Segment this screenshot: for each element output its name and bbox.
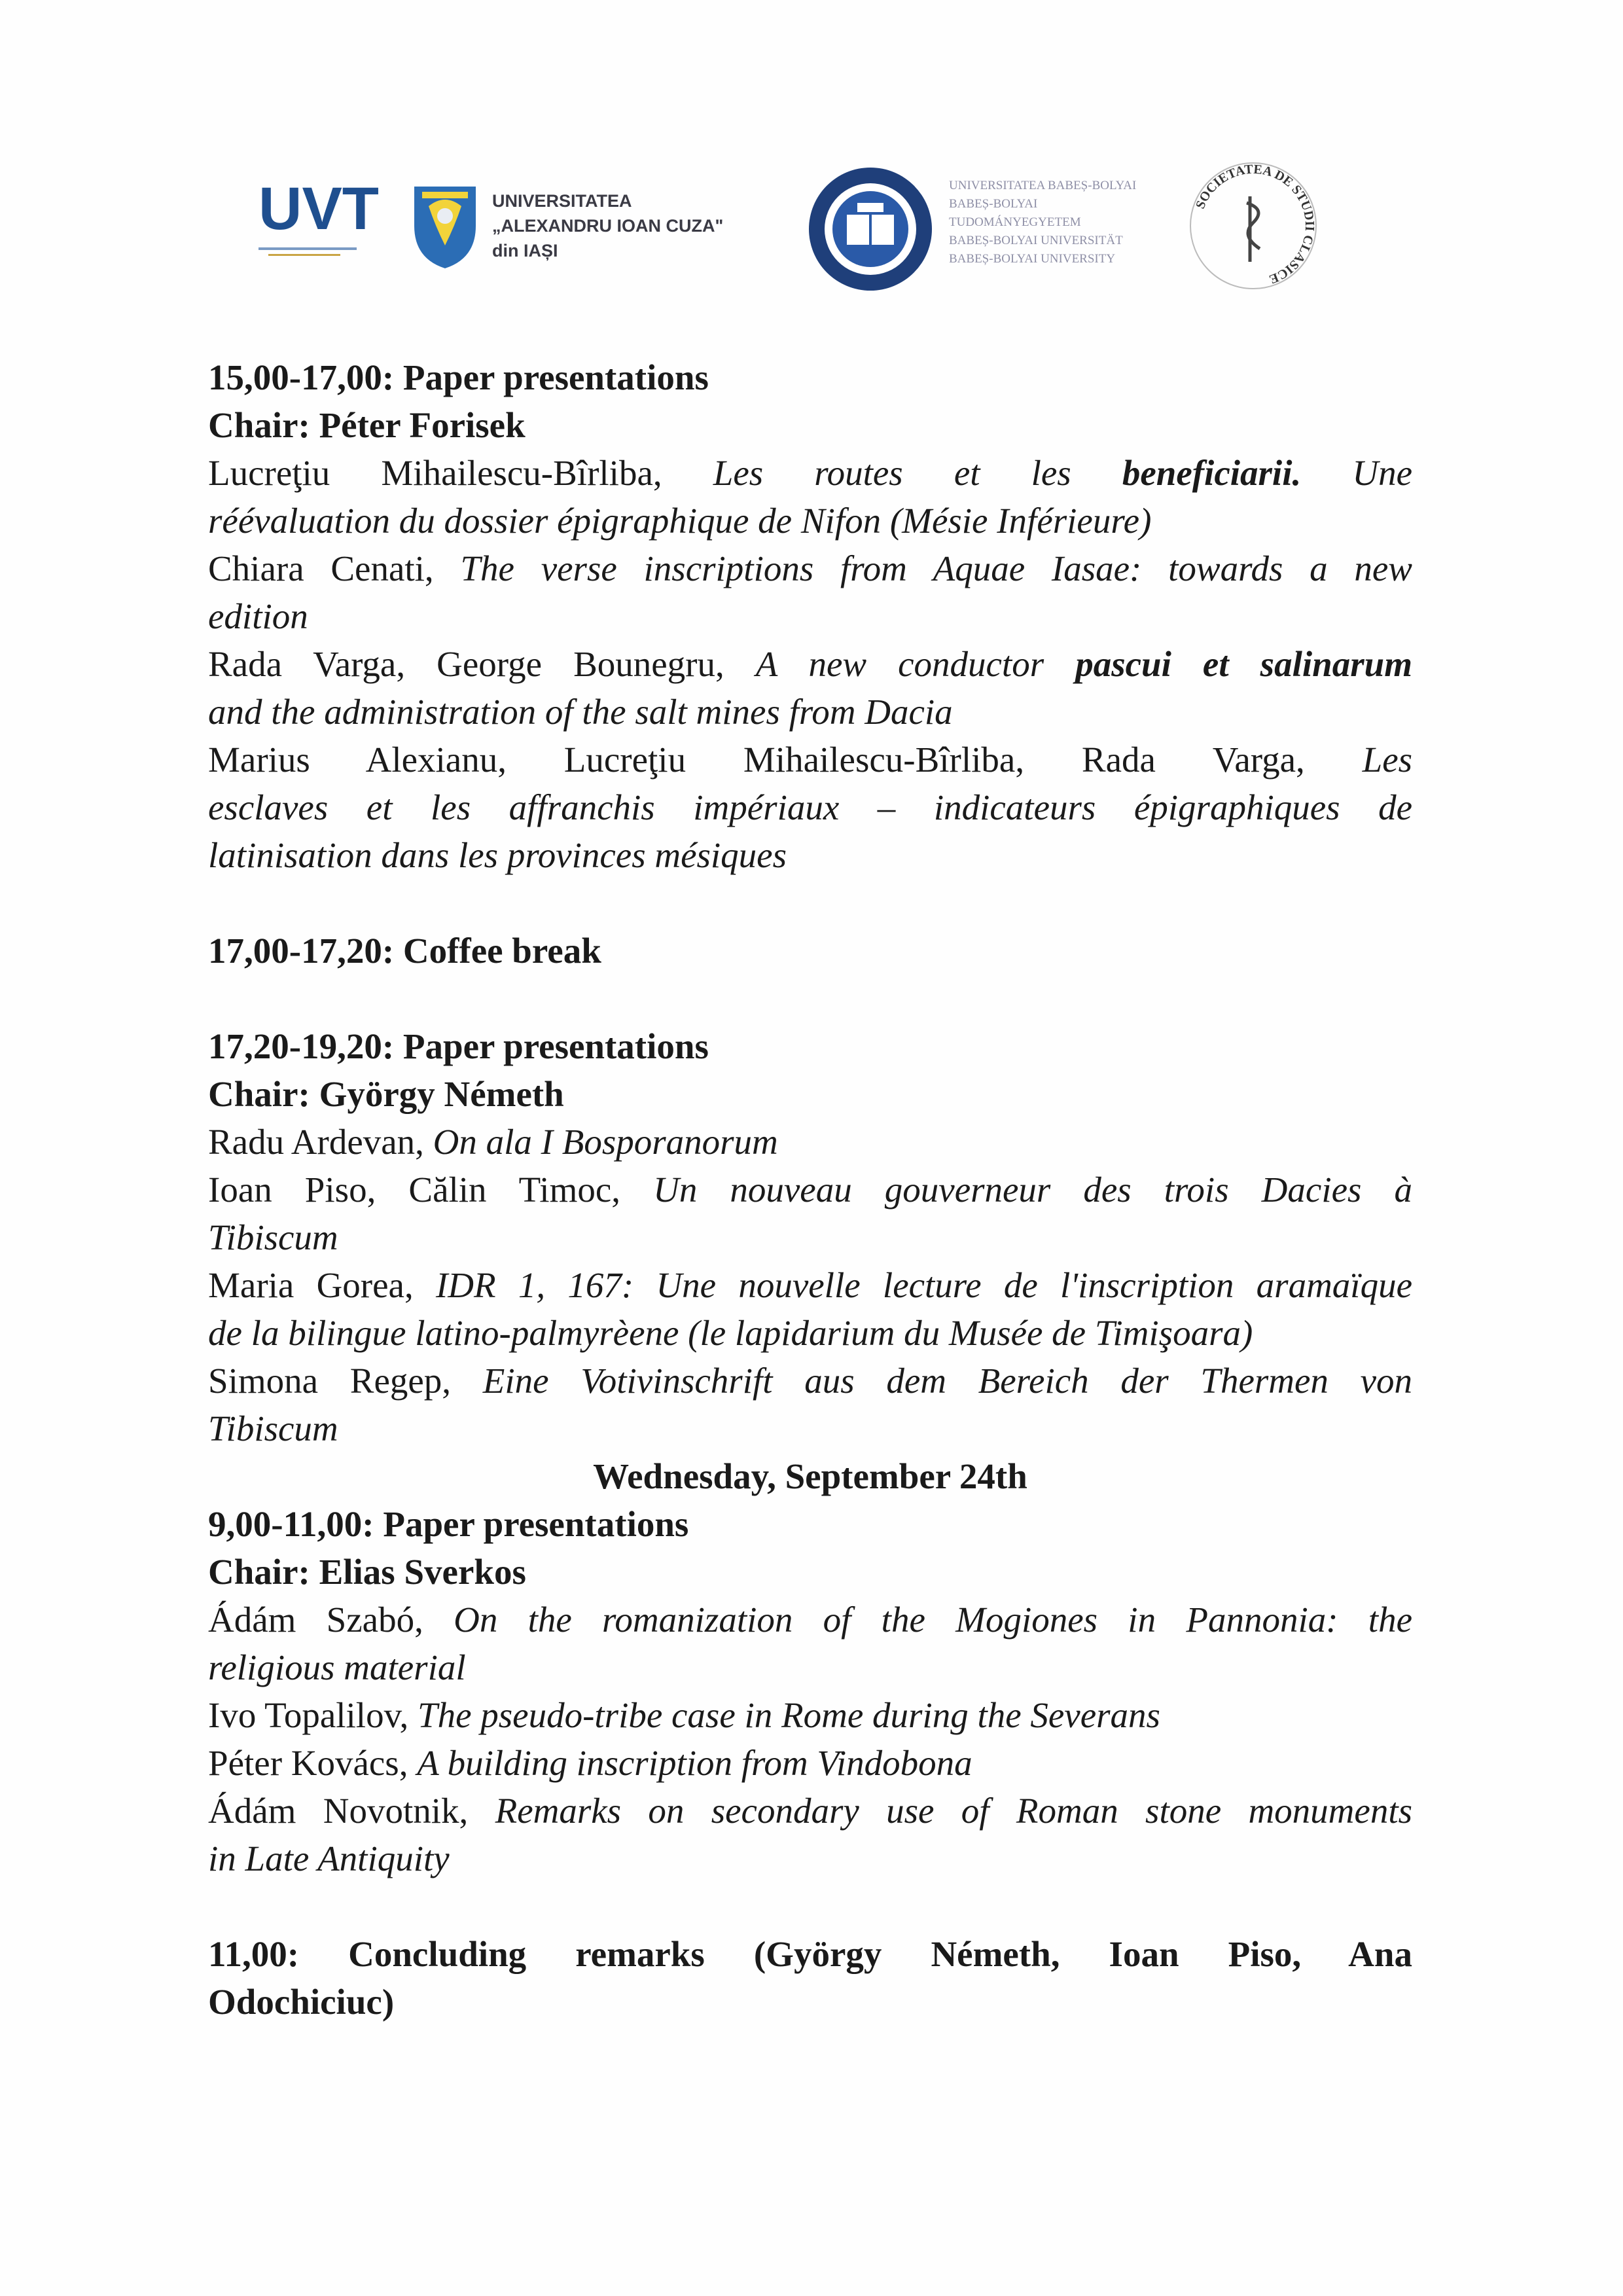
authors: Marius Alexianu, Lucreţiu Mihailescu-Bîrliba, Rada Varga,: [208, 740, 1305, 780]
author: Radu Ardevan,: [208, 1122, 424, 1162]
title: The verse inscriptions from Aquae Iasae: towards a new: [460, 548, 1412, 588]
session-2-paper-4-cont: Tibiscum: [208, 1408, 338, 1448]
author: Ioan Piso, Călin Timoc,: [208, 1170, 621, 1210]
uaic-line-2: „ALEXANDRU IOAN CUZA": [492, 216, 724, 236]
title: On ala I Bosporanorum: [433, 1122, 778, 1162]
title: Les: [1362, 740, 1413, 780]
session-2-heading: 17,20-19,20: Paper presentations: [208, 1026, 709, 1066]
session-1-paper-1-cont: réévaluation du dossier épigraphique de Nifon (Mésie Inférieure): [208, 501, 1152, 541]
session-2-paper-1: [208, 1118, 1412, 1166]
spacer: [208, 1882, 1412, 1930]
session-1-paper-3: [208, 640, 1412, 688]
session-3-paper-3: [208, 1739, 1412, 1787]
uvt-logo: [255, 170, 379, 262]
session-2-paper-2: [208, 1166, 1412, 1213]
author: Rada Varga, George Bounegru,: [208, 644, 724, 684]
session-1-paper-4-cont-2: latinisation dans les provinces mésiques: [208, 835, 787, 875]
author: Péter Kovács,: [208, 1743, 408, 1783]
session-2-paper-3-cont: de la bilingue latino-palmyrèene (le lapidarium du Musée de Timişoara): [208, 1313, 1253, 1353]
title: Un nouveau gouverneur des trois Dacies à: [653, 1170, 1412, 1210]
closing-remarks-cont: Odochiciuc): [208, 1982, 395, 2022]
title: A new conductor: [755, 644, 1044, 684]
author: Ádám Novotnik,: [208, 1791, 469, 1831]
session-3-paper-1: [208, 1596, 1412, 1643]
ubb-line-1: UNIVERSITATEA BABEȘ-BOLYAI: [949, 179, 1137, 192]
session-1-paper-3-cont: and the administration of the salt mines from Dacia: [208, 692, 953, 732]
ubb-line-3: BABEȘ-BOLYAI UNIVERSITÄT: [949, 234, 1123, 247]
title: On the romanization of the Mogiones in Pannonia: the: [454, 1600, 1412, 1640]
day-heading: Wednesday, September 24th: [593, 1456, 1027, 1496]
session-1-chair: Chair: Péter Forisek: [208, 405, 526, 445]
session-3-paper-4-cont: in Late Antiquity: [208, 1839, 450, 1878]
closing-remarks: 11,00: Concluding remarks (György Németh, Ioan Piso, Ana: [208, 1934, 1412, 1974]
session-3-heading: [208, 1500, 1412, 1548]
uaic-line-1: UNIVERSITATEA: [492, 191, 632, 211]
session-3-chair: Chair: Elias Sverkos: [208, 1552, 526, 1592]
spacer: [208, 879, 1412, 927]
session-1-paper-4: [208, 736, 1412, 783]
title: Eine Votivinschrift aus dem Bereich der Thermen von: [482, 1361, 1413, 1401]
author: Chiara Cenati,: [208, 548, 434, 588]
session-1: [208, 353, 1412, 2026]
title: The pseudo-tribe case in Rome during the Severans: [418, 1695, 1160, 1735]
author: Ivo Topalilov,: [208, 1695, 409, 1735]
session-3-paper-1-cont: religious material: [208, 1647, 466, 1687]
author: Simona Regep,: [208, 1361, 452, 1401]
title: Une: [1352, 453, 1412, 493]
session-2-paper-2-cont: Tibiscum: [208, 1217, 338, 1257]
session-1-heading: 15,00-17,00: Paper presentations: [208, 357, 709, 397]
coffee-break: 17,00-17,20: Coffee break: [208, 931, 601, 971]
ssc-seal: [1185, 157, 1322, 295]
uvt-logo-text: UVT: [259, 175, 379, 242]
session-3-paper-4: [208, 1787, 1412, 1835]
session-1-paper-4-cont: esclaves et les affranchis impériaux – indicateurs épigraphiques de: [208, 787, 1412, 827]
session-3-time: 9,00-11,00: [208, 1504, 363, 1544]
session-1-paper-1: [208, 449, 1412, 497]
title: Les routes et les: [713, 453, 1071, 493]
session-3-paper-2: [208, 1691, 1412, 1739]
spacer: [208, 975, 1412, 1022]
session-3-label: : Paper presentations: [362, 1504, 689, 1544]
title-term: beneficiarii.: [1122, 453, 1302, 493]
title: Remarks on secondary use of Roman stone monuments: [495, 1791, 1413, 1831]
session-1-paper-2: [208, 545, 1412, 592]
title-term: pascui et salinarum: [1075, 644, 1413, 684]
session-2-paper-3: [208, 1261, 1412, 1309]
uaic-line-3: din IAȘI: [492, 241, 558, 260]
author: Maria Gorea,: [208, 1265, 414, 1305]
ubb-line-4: BABEȘ-BOLYAI UNIVERSITY: [949, 252, 1116, 266]
author: Ádám Szabó,: [208, 1600, 423, 1640]
ssc-ring-text: SOCIETATEA DE STUDII CLASICE: [1192, 162, 1317, 287]
logo-row: [236, 144, 1335, 308]
ubb-line-2: BABEȘ-BOLYAI TUDOMÁNYEGYETEM: [949, 197, 1081, 229]
session-2-chair: Chair: György Németh: [208, 1074, 564, 1114]
ubb-seal: [805, 164, 936, 295]
uaic-crest: [409, 180, 481, 272]
session-2-paper-4: [208, 1357, 1412, 1405]
uaic-name: [492, 188, 774, 263]
session-1-paper-2-cont: edition: [208, 596, 308, 636]
title: A building inscription from Vindobona: [417, 1743, 972, 1783]
title: IDR 1, 167: Une nouvelle lecture de l'inscription aramaïque: [435, 1265, 1412, 1305]
author: Lucreţiu Mihailescu-Bîrliba,: [208, 453, 662, 493]
ubb-name: [949, 177, 1158, 268]
